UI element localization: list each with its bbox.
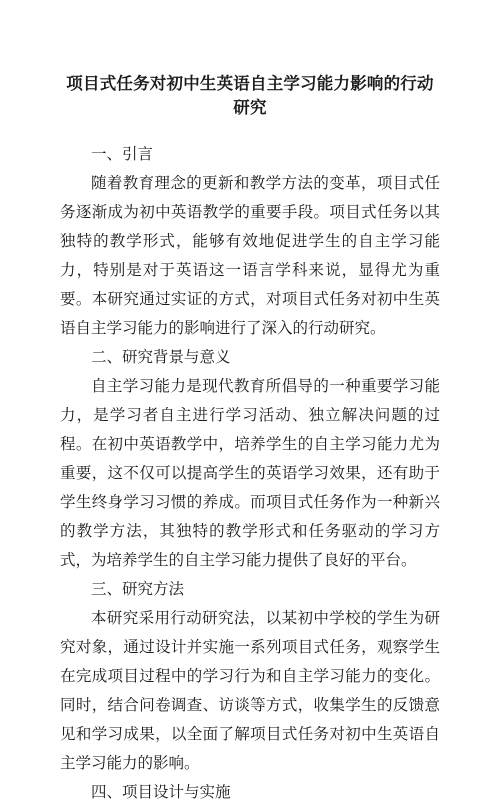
section-heading-methods: 三、研究方法 xyxy=(91,580,185,598)
section-heading-design: 四、项目设计与实施 xyxy=(91,783,231,801)
section-heading-background: 二、研究背景与意义 xyxy=(91,348,231,366)
section-heading-introduction: 一、引言 xyxy=(91,145,154,163)
section-paragraph-background: 自主学习能力是现代教育所倡导的一种重要学习能力，是学习者自主进行学习活动、独立解决问题的过程。在初中英语教学中，培养学生的自主学习能力尤为重要，这不仅可以提高学生的英语学习效果，还有助于学生终身学习习惯的养成。而项目式任务作为一种新兴的教学方法，其独特的教学形式和任务驱动的学习方式，为培养学生的自主学习能力提供了良好的平台。 xyxy=(60,377,440,569)
section-paragraph-methods: 本研究采用行动研究法，以某初中学校的学生为研究对象，通过设计并实施一系列项目式任务，观察学生在完成项目过程中的学习行为和自主学习能力的变化。同时，结合问卷调查、访谈等方式，收集学生的反馈意见和学习成果，以全面了解项目式任务对初中生英语自主学习能力的影响。 xyxy=(60,609,440,772)
section-paragraph-introduction: 随着教育理念的更新和教学方法的变革，项目式任务逐渐成为初中英语教学的重要手段。项目式任务以其独特的教学形式，能够有效地促进学生的自主学习能力，特别是对于英语这一语言学科来说，显得尤为重要。本研究通过实证的方式，对项目式任务对初中生英语自主学习能力的影响进行了深入的行动研究。 xyxy=(60,174,440,337)
document-title: 项目式任务对初中生英语自主学习能力影响的行动研究 xyxy=(66,74,434,117)
